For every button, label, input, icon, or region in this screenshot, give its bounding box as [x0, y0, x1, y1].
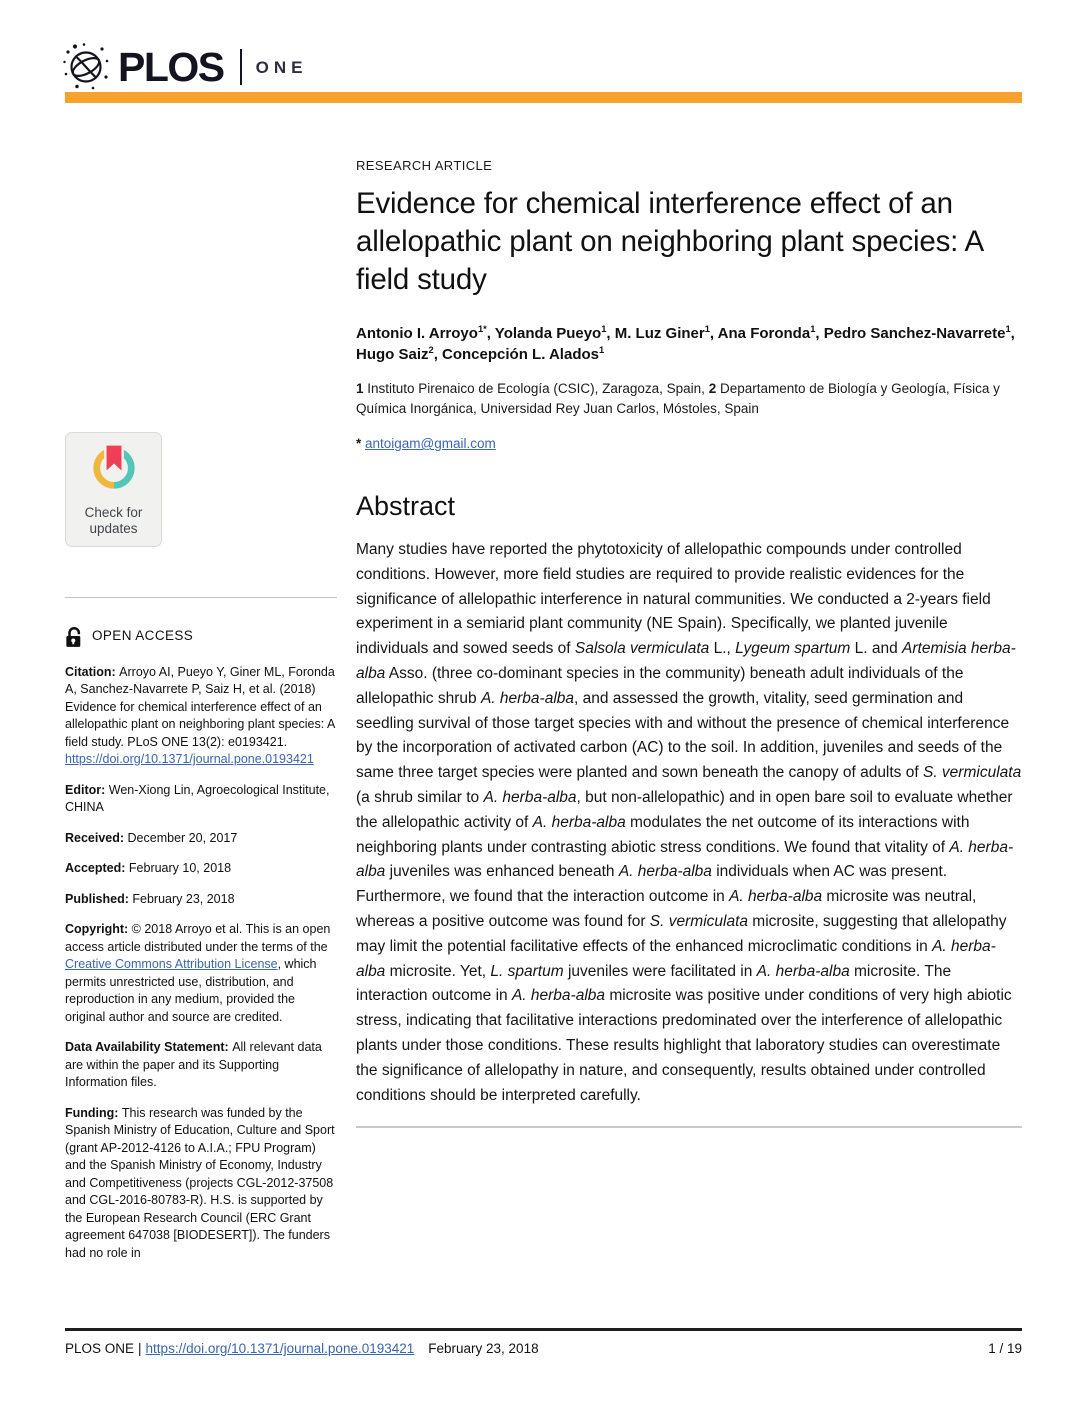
- footer-date: February 23, 2018: [428, 1341, 539, 1356]
- text-segment: , Ana Foronda: [709, 325, 811, 342]
- text-segment: A. herba-alba: [756, 962, 850, 980]
- article-type-label: RESEARCH ARTICLE: [356, 158, 493, 173]
- text-segment: individuals when AC was present. Furthermore, we found that the interaction outcome in: [356, 863, 948, 906]
- funding-block: [65, 1105, 337, 1263]
- text-segment: A. herba-alba: [356, 937, 996, 980]
- text-segment: Salsola vermiculata: [574, 640, 710, 658]
- footer: [65, 1341, 1022, 1356]
- text-segment: , Hugo Saiz: [356, 325, 1015, 363]
- data-availability-block: [65, 1039, 337, 1092]
- text-segment: A. herba-alba: [729, 888, 823, 906]
- abstract-divider: [356, 1126, 1022, 1128]
- text-segment: A. herba-alba: [356, 838, 1014, 881]
- text-segment: (a shrub similar to: [356, 788, 484, 806]
- text-segment: February 10, 2018: [128, 861, 232, 875]
- text-segment: December 20, 2017: [127, 830, 238, 845]
- text-segment: Editor:: [65, 782, 109, 797]
- text-segment: A. herba-alba: [618, 863, 712, 881]
- text-segment: microsite. Yet,: [385, 962, 491, 980]
- correspondence-line: [356, 435, 1022, 453]
- text-segment: A. herba-alba: [511, 987, 606, 1005]
- footer-rule: [65, 1328, 1022, 1331]
- text-segment: L. and: [850, 640, 903, 658]
- open-lock-icon: [65, 625, 83, 648]
- text-segment: L. spartum: [490, 962, 564, 980]
- check-for-updates-badge[interactable]: [65, 432, 162, 547]
- text-segment: , Concepción L. Alados: [433, 346, 599, 363]
- accent-bar: [65, 92, 1022, 103]
- text-segment: microsite was positive under conditions of very high abiotic stress, indicating that facilitative interactions predominated over the interference of allelopathic plants under those conditions. These results highlight that laboratory studies can overestimate the significance of allelopathy in nature, and consequently, results obtained under controlled conditions should be interpreted carefully.: [356, 987, 1012, 1104]
- text-segment: 1: [356, 381, 364, 396]
- published-block: [65, 891, 337, 909]
- text-segment: 1: [598, 345, 605, 355]
- text-segment: This research was funded by the Spanish Ministry of Education, Culture and Sport (grant AP-2012-4126 to A.I.A.; FPU Program) and the Spanish Ministry of Economy, Industry and Competitiveness (projects CGL-2012-37508 and CGL-2016-80783-R). H.S. is supported by the European Research Council (ERC Grant agreement 647038 [BIODESERT]). The funders had no role in: [65, 1105, 335, 1260]
- plos-wordmark: PLOS: [118, 43, 224, 90]
- text-segment: All relevant data are within the paper and its Supporting Information files.: [65, 1040, 322, 1089]
- text-segment: February 23, 2018: [132, 891, 235, 906]
- accepted-block: [65, 860, 337, 878]
- text-segment: microsite, suggesting that allelopathy may limit the potential facilitative effects of the enhanced microclimatic conditions in: [356, 912, 1007, 955]
- text-segment: Funding:: [65, 1105, 122, 1120]
- text-segment: Wen-Xiong Lin, Agroecological Institute, CHINA: [65, 782, 330, 814]
- text-segment: juveniles was enhanced beneath: [385, 863, 619, 881]
- footer-journal-name: PLOS ONE: [65, 1341, 135, 1356]
- text-segment: Published:: [65, 891, 133, 906]
- text-segment: *: [483, 324, 487, 334]
- footer-doi-link[interactable]: https://doi.org/10.1371/journal.pone.0193421: [145, 1341, 415, 1356]
- sidebar-divider: [65, 597, 337, 598]
- abstract-heading: Abstract: [356, 491, 456, 521]
- text-segment: Lygeum spartum: [735, 640, 851, 658]
- text-segment: S. vermiculata: [649, 912, 748, 930]
- text-segment: 1: [1005, 324, 1011, 334]
- text-segment: juveniles were facilitated in: [563, 962, 757, 980]
- text-segment: A. herba-alba: [532, 813, 626, 831]
- plos-globe-icon: [62, 42, 110, 92]
- text-segment: microsite was neutral, whereas a positive outcome was found for: [356, 888, 977, 930]
- text-segment: , M. Luz Giner: [606, 325, 705, 342]
- text-segment: 1: [477, 324, 484, 334]
- text-segment: S. vermiculata: [922, 764, 1022, 782]
- text-segment: Artemisia herba-alba: [356, 640, 1016, 682]
- one-wordmark: ONE: [255, 58, 308, 77]
- text-segment: , and assessed the growth, vitality, seed germination and seedling survival of those target species with and without the presence of chemical interference by the incorporation of activated carbon (AC) to the soil. In addition, juveniles and seeds of the same three target species were planted and sown beneath the canopy of adults of: [356, 689, 1010, 782]
- text-segment: microsite. The interaction outcome in: [356, 962, 952, 1005]
- editor-block: [65, 782, 337, 817]
- text-segment: Citation:: [65, 664, 120, 679]
- text-segment: 1: [601, 324, 607, 334]
- footer-page-number: 1 / 19: [988, 1341, 1022, 1356]
- text-segment: , which permits unrestricted use, distribution, and reproduction in any medium, provided the original author and source are credited.: [65, 957, 317, 1024]
- text-segment: Departamento de Biología y Geología, Física y Química Inorgánica, Universidad Rey Juan Carlos, Móstoles, Spain: [356, 381, 1000, 416]
- text-segment: Asso. (three co-dominant species in the community) beneath adult individuals of the allelopathic shrub: [356, 664, 964, 707]
- open-access-label: OPEN ACCESS: [92, 628, 194, 644]
- text-segment: 1: [810, 324, 816, 334]
- journal-logo: [62, 42, 307, 92]
- text-segment: , Yolanda Pueyo: [486, 325, 602, 342]
- text-segment: Many studies have reported the phytotoxicity of allelopathic compounds under controlled conditions. However, more field studies are required to provide realistic evidences for the significance of allelopathic interference in natural communities. We conducted a 2-years field experiment in a semiarid plant community (NE Spain). Specifically, we planted juvenile individuals and sowed seeds of: [356, 541, 991, 658]
- text-segment: L.,: [709, 640, 736, 658]
- footer-separator: |: [138, 1341, 142, 1356]
- inline-link[interactable]: antoigam@gmail.com: [365, 436, 496, 451]
- text-segment: Arroyo AI, Pueyo Y, Giner ML, Foronda A, Sanchez-Navarrete P, Saiz H, et al. (2018) Evidence for chemical interference effect of an allelopathic plant on neighboring plant species: A field study. PLoS ONE 13(2): e0193421.: [65, 664, 335, 749]
- text-segment: © 2018 Arroyo et al. This is an open access article distributed under the terms of the: [65, 922, 331, 954]
- text-segment: A. herba-alba: [483, 788, 577, 806]
- open-access: [65, 625, 337, 648]
- text-segment: modulates the net outcome of its interactions with neighboring plants under contrasting abiotic stress conditions. We found that vitality of: [356, 813, 970, 856]
- text-segment: Received:: [65, 830, 128, 845]
- copyright-block: [65, 921, 337, 1026]
- affiliations-line: [356, 379, 1022, 419]
- logo-divider: [240, 49, 242, 85]
- text-segment: , Pedro Sanchez-Navarrete: [815, 325, 1006, 342]
- text-segment: Instituto Pirenaico de Ecología (CSIC), Zaragoza, Spain,: [363, 381, 709, 396]
- footer-left: [65, 1341, 543, 1356]
- crossmark-icon: [89, 443, 139, 493]
- text-segment: 2: [428, 345, 434, 355]
- inline-link[interactable]: Creative Commons Attribution License: [65, 957, 278, 971]
- text-segment: 1: [704, 324, 710, 334]
- authors-line: [356, 323, 1022, 365]
- text-segment: Antonio I. Arroyo: [356, 325, 478, 342]
- article-title: Evidence for chemical interference effect of an allelopathic plant on neighboring plant species: A field study: [356, 187, 983, 296]
- text-segment: 2: [708, 381, 717, 396]
- text-segment: Accepted:: [65, 861, 129, 875]
- text-segment: Data Availability Statement:: [65, 1040, 233, 1054]
- text-segment: A. herba-alba: [480, 689, 575, 707]
- received-block: [65, 830, 337, 848]
- sidebar: [65, 432, 337, 1275]
- text-segment: , but non-allelopathic) and in open bare soil to evaluate whether the allelopathic activity of: [356, 788, 1013, 831]
- text-segment: *: [356, 436, 366, 451]
- citation-block: [65, 664, 337, 769]
- text-segment: Copyright:: [65, 922, 132, 936]
- abstract-text: [356, 538, 1022, 1108]
- inline-link[interactable]: https://doi.org/10.1371/journal.pone.0193421: [65, 752, 314, 766]
- article-column: [356, 158, 1022, 1128]
- badge-label: Check for updates: [84, 504, 143, 536]
